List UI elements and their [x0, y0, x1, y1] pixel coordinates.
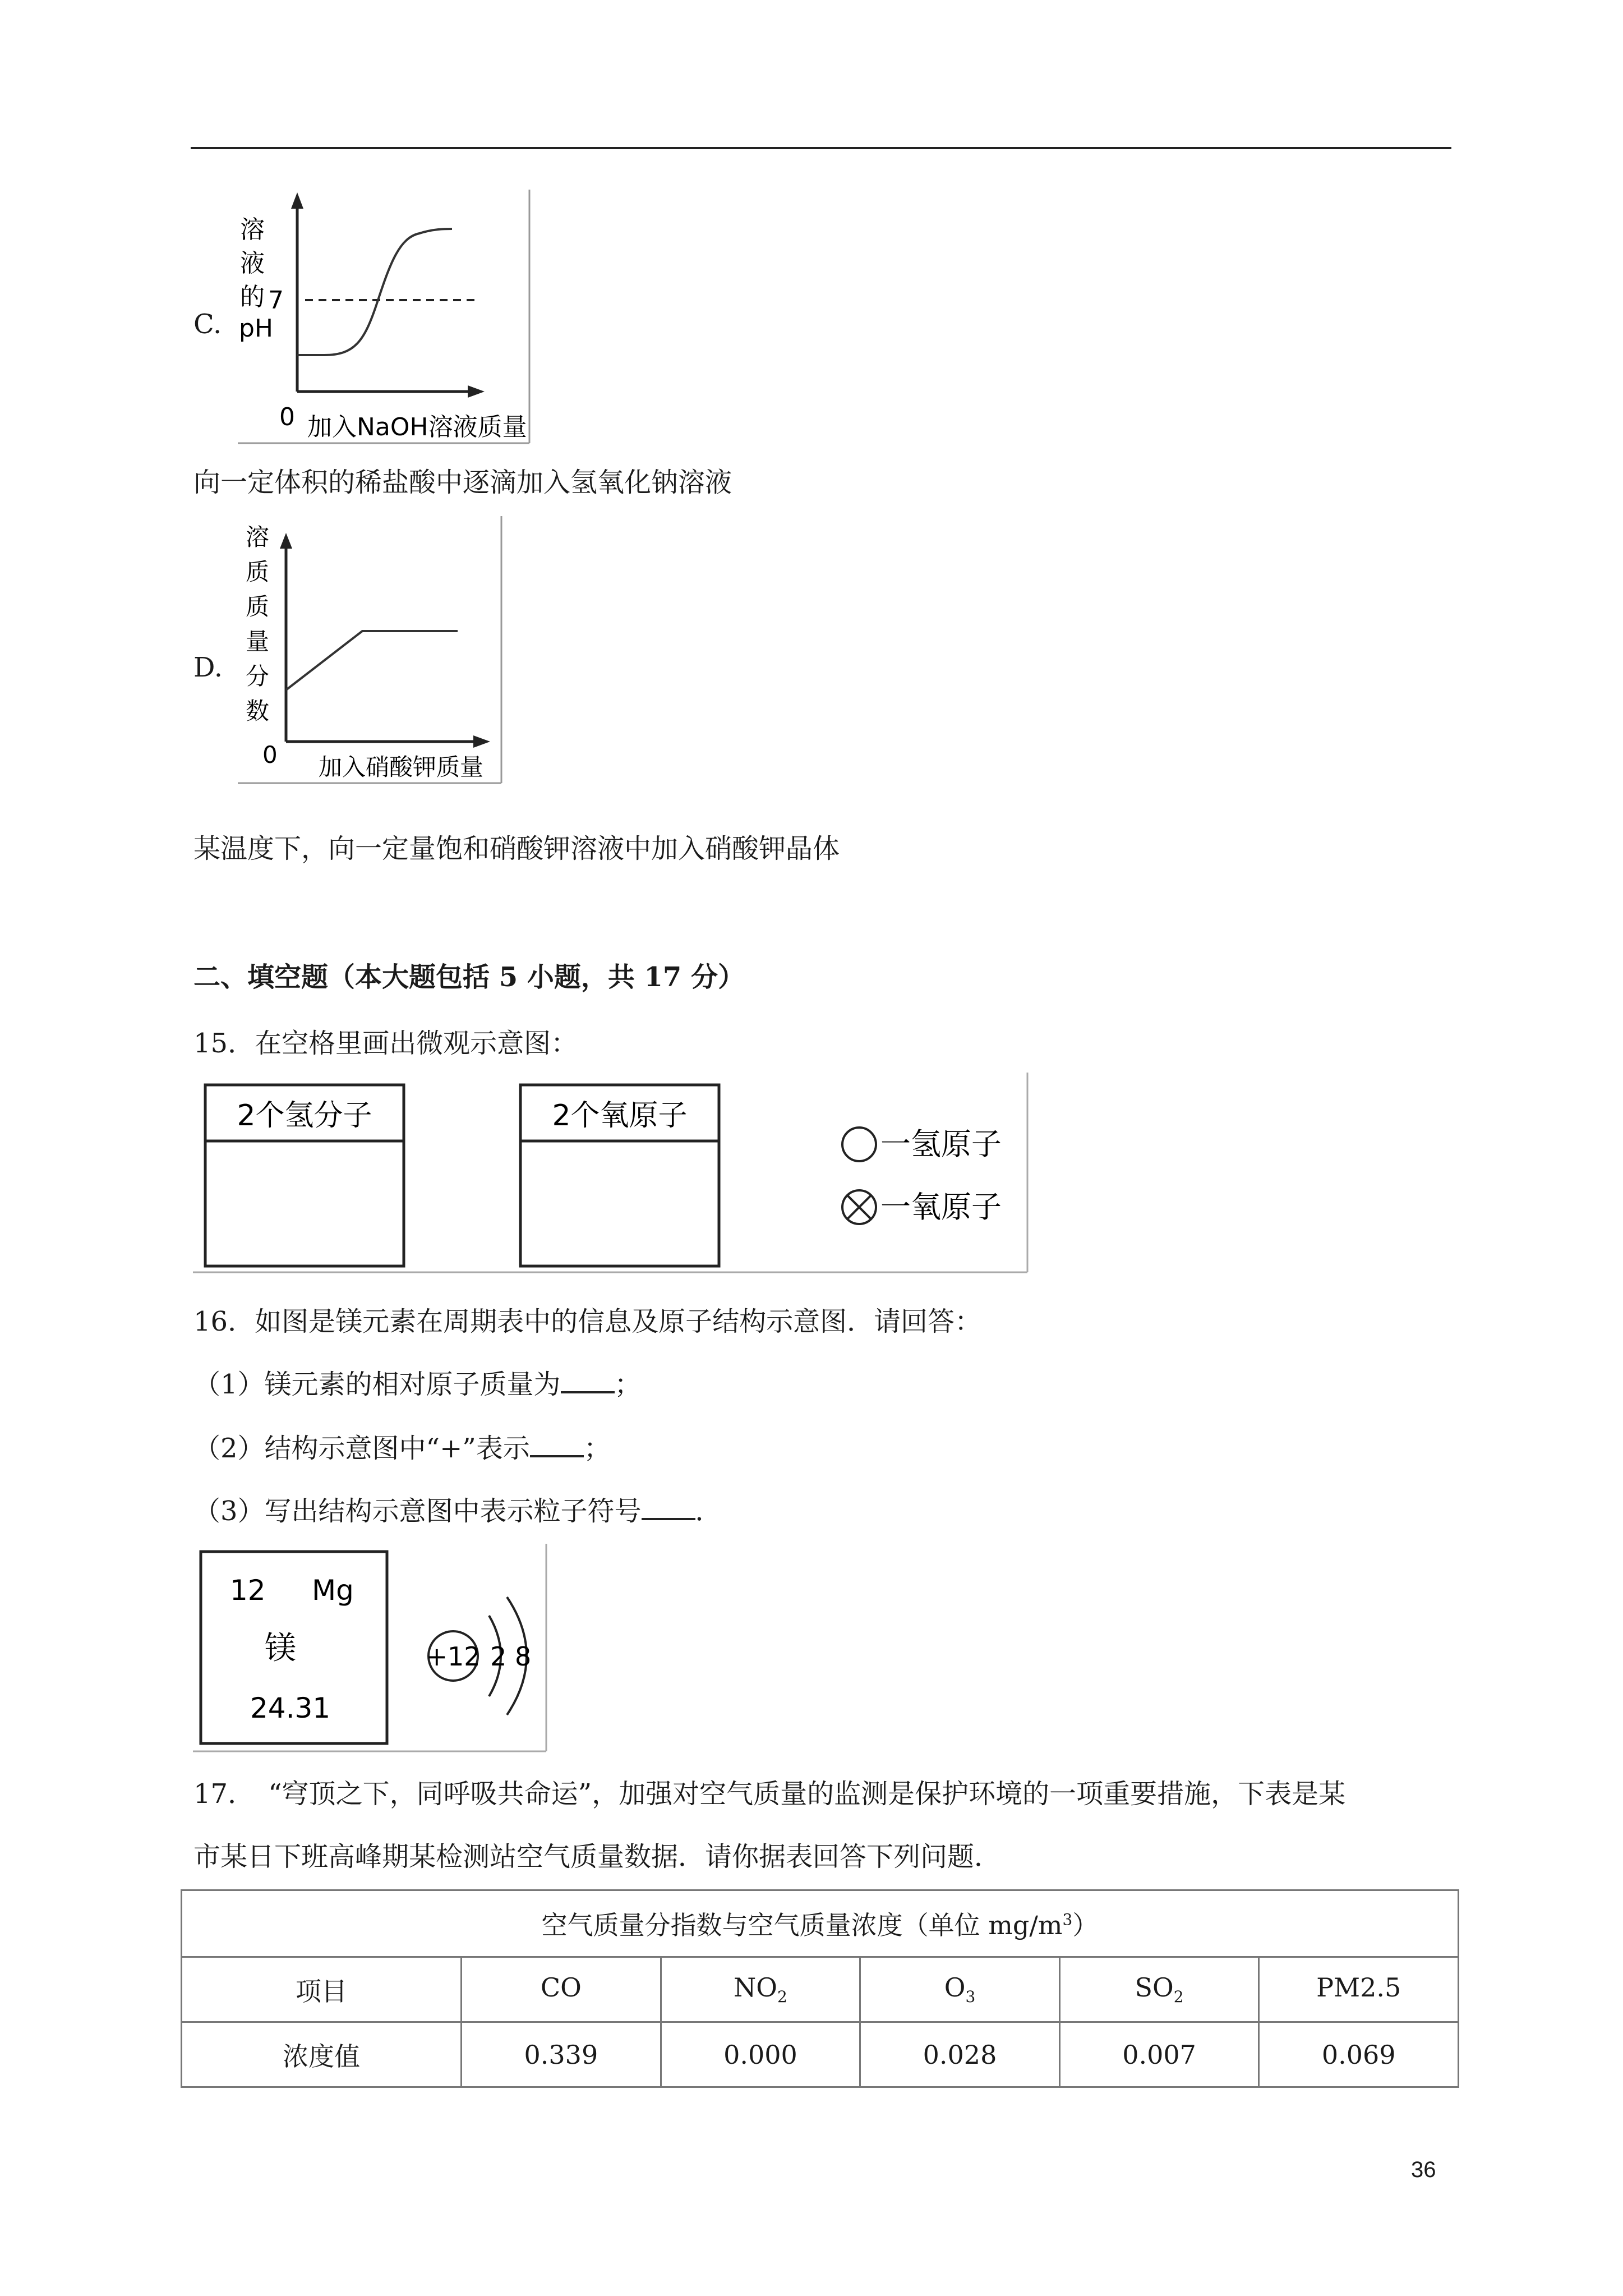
- y-label-char: pH: [239, 314, 274, 343]
- y-label-char: 液: [240, 249, 265, 278]
- option-d-letter: D.: [193, 652, 223, 683]
- y-label-char: 质: [246, 593, 270, 620]
- table-title-text: 空气质量分指数与空气质量浓度（单位 mg/m: [541, 1910, 1063, 1940]
- y-label-char: 溶: [246, 523, 270, 551]
- x-axis-label: 加入硝酸钾质量: [319, 753, 484, 781]
- magnesium-figure: [193, 1544, 548, 1752]
- hydrogen-atom-icon: [842, 1128, 876, 1161]
- box1-label: 2个氢分子: [237, 1099, 372, 1133]
- q15-micro-diagram: [193, 1073, 1030, 1273]
- ph-curve: [297, 229, 452, 355]
- page-number: 36: [1411, 2157, 1436, 2182]
- nucleus-charge: +12: [426, 1641, 481, 1672]
- y-axis-arrow: [291, 192, 303, 209]
- q17-line2: 市某日下班高峰期某检测站空气质量数据．请你据表回答下列问题．: [193, 1841, 1002, 1872]
- table-title-unit-sup: 3: [1062, 1910, 1073, 1929]
- legend-oxygen: 一氧原子: [880, 1189, 1002, 1225]
- pollutant-subscript: 2: [777, 1987, 787, 2007]
- option-d-caption: 某温度下，向一定量饱和硝酸钾溶液中加入硝酸钾晶体: [193, 833, 840, 864]
- table-title: [182, 1890, 1459, 1957]
- y-label-char: 数: [246, 697, 270, 725]
- y-label-char: 溶: [240, 215, 265, 244]
- q16-sub3-text: （3）写出结构示意图中表示粒子符号: [193, 1496, 642, 1527]
- q16-sub3-end: ．: [695, 1496, 722, 1527]
- y-label-char: 分: [246, 662, 270, 690]
- section2-heading: 二、填空题（本大题包括 5 小题，共 17 分）: [193, 961, 745, 993]
- y-label-char: 质: [246, 558, 270, 586]
- column-header: [1259, 1957, 1459, 2022]
- element-name: 镁: [265, 1630, 296, 1667]
- table-cell: 0.000: [661, 2022, 860, 2087]
- atomic-mass: 24.31: [250, 1692, 331, 1724]
- x-axis-label: 加入NaOH溶液质量: [307, 413, 527, 441]
- table-row: [182, 1957, 1459, 2022]
- option-c-caption: 向一定体积的稀盐酸中逐滴加入氢氧化钠溶液: [193, 467, 732, 498]
- q16-text: 16．如图是镁元素在周期表中的信息及原子结构示意图．请回答：: [193, 1306, 982, 1337]
- table-row: [182, 2022, 1459, 2087]
- q16-sub2-end: ；: [583, 1433, 611, 1464]
- origin-label: 0: [262, 741, 278, 769]
- y-tick-7: 7: [268, 286, 284, 315]
- table-cell: 0.339: [462, 2022, 661, 2087]
- y-label-char: 量: [246, 628, 270, 655]
- mass-fraction-line: [286, 631, 458, 690]
- table-title-end: ）: [1072, 1910, 1099, 1940]
- origin-label: 0: [279, 403, 295, 431]
- column-header: [860, 1957, 1060, 2022]
- column-header: [462, 1957, 661, 2022]
- option-c-letter: C.: [193, 309, 222, 340]
- pollutant-subscript: 3: [965, 1987, 976, 2007]
- q15-text: 15．在空格里画出微观示意图：: [193, 1028, 578, 1059]
- q16-sub1-end: ；: [614, 1369, 642, 1400]
- box2-label: 2个氧原子: [552, 1099, 688, 1133]
- pollutant-name: PM2.5: [1316, 1972, 1401, 2003]
- pollutant-name: CO: [540, 1972, 582, 2003]
- answer-blank: [530, 1433, 584, 1457]
- atomic-number: 12: [230, 1574, 266, 1607]
- row-label-item: 项目: [182, 1957, 462, 2022]
- pollutant-name: SO: [1135, 1972, 1174, 2003]
- shell2-electrons: 8: [515, 1641, 532, 1672]
- row-label-concentration: 浓度值: [182, 2022, 462, 2087]
- answer-blank: [642, 1496, 695, 1520]
- option-c-ph-graph: [234, 190, 533, 445]
- option-d-mass-fraction-graph: [234, 516, 505, 784]
- header-rule: [191, 147, 1451, 149]
- pollutant-name: O: [944, 1972, 966, 2003]
- legend-hydrogen: 一氢原子: [880, 1126, 1002, 1162]
- y-label-char: 的: [240, 283, 265, 311]
- q17-line1: 17． “穹顶之下，同呼吸共命运”，加强对空气质量的监测是保护环境的一项重要措施，下表是某: [193, 1778, 1346, 1810]
- q16-sub3: [193, 1494, 722, 1528]
- x-axis-arrow: [468, 385, 485, 398]
- shell1-electrons: 2: [490, 1641, 507, 1672]
- x-axis-arrow: [473, 735, 490, 748]
- answer-blank: [561, 1369, 615, 1393]
- y-axis-arrow: [280, 533, 292, 549]
- table-cell: 0.028: [860, 2022, 1060, 2087]
- column-header: [1059, 1957, 1259, 2022]
- element-symbol: Mg: [312, 1574, 354, 1607]
- pollutant-name: NO: [734, 1972, 778, 2003]
- pollutant-subscript: 2: [1173, 1987, 1184, 2007]
- air-quality-table: [181, 1889, 1459, 2088]
- column-header: [661, 1957, 860, 2022]
- table-cell: 0.007: [1059, 2022, 1259, 2087]
- table-cell: 0.069: [1259, 2022, 1459, 2087]
- q16-sub2-text: （2）结构示意图中“+”表示: [193, 1433, 530, 1464]
- q16-sub2: [193, 1432, 611, 1465]
- q16-sub1: [193, 1368, 642, 1401]
- table-title-row: [182, 1890, 1459, 1957]
- q16-sub1-text: （1）镁元素的相对原子质量为: [193, 1369, 561, 1400]
